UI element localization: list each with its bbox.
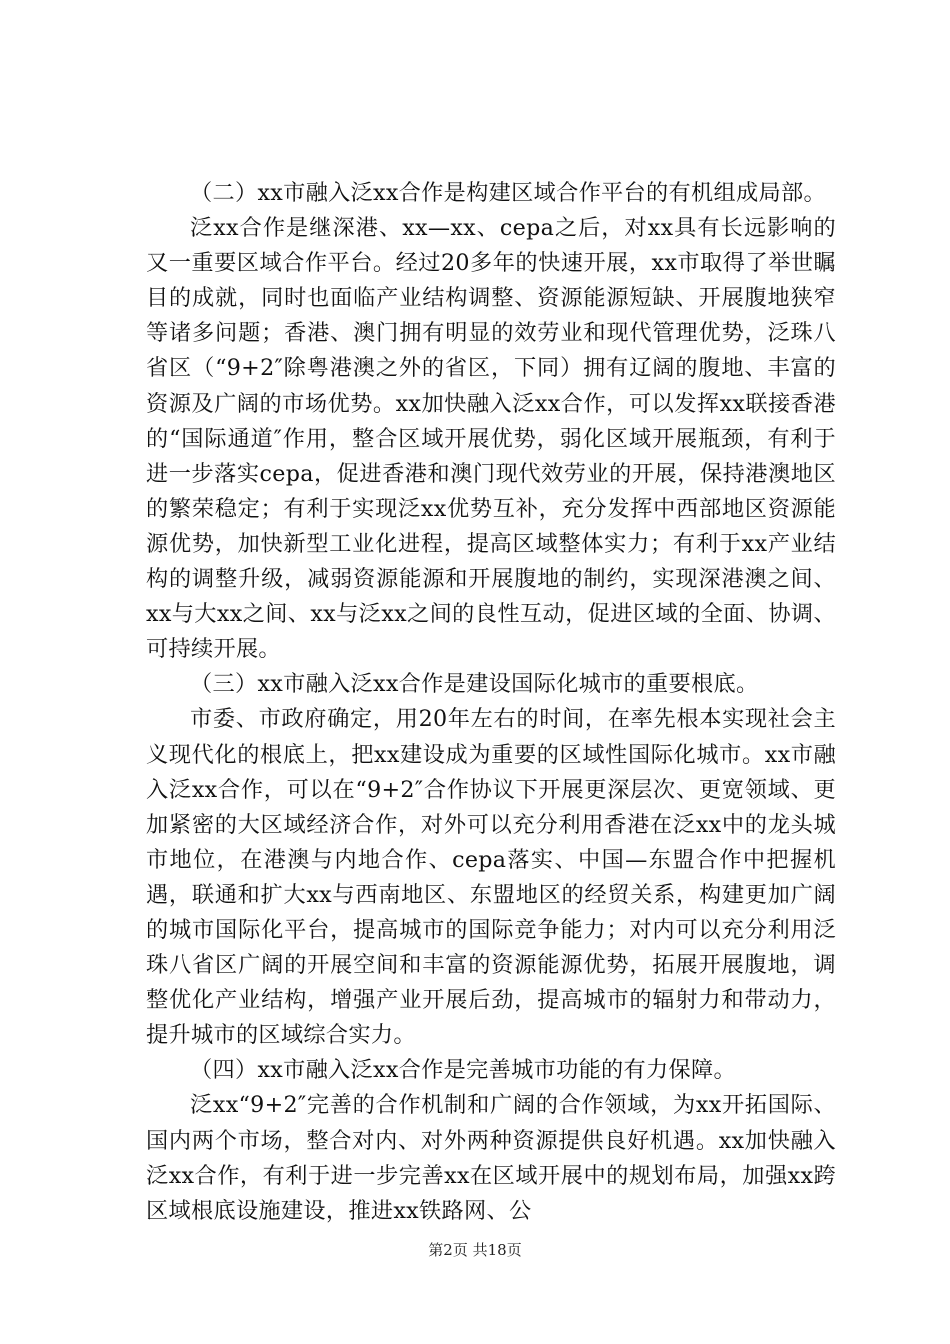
body-paragraph: 市委、市政府确定，用20年左右的时间，在率先根本实现社会主义现代化的根底上，把xx建设成为重要的区域性国际化城市。xx市融入泛xx合作，可以在“9+2″合作协议下开展更深层次、更宽领域、更加紧密的大区域经济合作，对外可以充分利用香港在泛xx中的龙头城市地位，在港澳与内地合作、cepa落实、中国—东盟合作中把握机遇，联通和扩大xx与西南地区、东盟地区的经贸关系，构建更加广阔的城市国际化平台，提高城市的国际竞争能力；对内可以充分利用泛珠八省区广阔的开展空间和丰富的资源能源优势，拓展开展腹地，调整优化产业结构，增强产业开展后劲，提高城市的辐射力和带动力，提升城市的区域综合实力。 [146,706,836,1049]
page-number-footer: 第2页 共18页 [428,1241,522,1259]
section-heading-2: （二）xx市融入泛xx合作是构建区域合作平台的有机组成局部。 [190,180,826,206]
body-paragraph: 泛xx“9+2″完善的合作机制和广阔的合作领域，为xx开拓国际、国内两个市场，整合对内、对外两种资源提供良好机遇。xx加快融入泛xx合作，有利于进一步完善xx在区域开展中的规划布局，加强xx跨区域根底设施建设，推进xx铁路网、公 [146,1092,836,1224]
section-heading-4: （四）xx市融入泛xx合作是完善城市功能的有力保障。 [190,1057,736,1084]
body-paragraph: 泛xx合作是继深港、xx—xx、cepa之后，对xx具有长远影响的又一重要区域合作平台。经过20多年的快速开展，xx市取得了举世瞩目的成就，同时也面临产业结构调整、资源能源短缺、开展腹地狭窄等诸多问题；香港、澳门拥有明显的效劳业和现代管理优势，泛珠八省区（“9+2″除粤港澳之外的省区，下同）拥有辽阔的腹地、丰富的资源及广阔的市场优势。xx加快融入泛xx合作，可以发挥xx联接香港的“国际通道″作用，整合区域开展优势，弱化区域开展瓶颈，有利于进一步落实cepa，促进香港和澳门现代效劳业的开展，保持港澳地区的繁荣稳定；有利于实现泛xx优势互补，充分发挥中西部地区资源能源优势，加快新型工业化进程，提高区域整体实力；有利于xx产业结构的调整升级，减弱资源能源和开展腹地的制约，实现深港澳之间、xx与大xx之间、xx与泛xx之间的良性互动，促进区域的全面、协调、可持续开展。 [146,215,836,663]
document-body [146,176,836,1229]
section-heading-3: （三）xx市融入泛xx合作是建设国际化城市的重要根底。 [190,671,759,698]
